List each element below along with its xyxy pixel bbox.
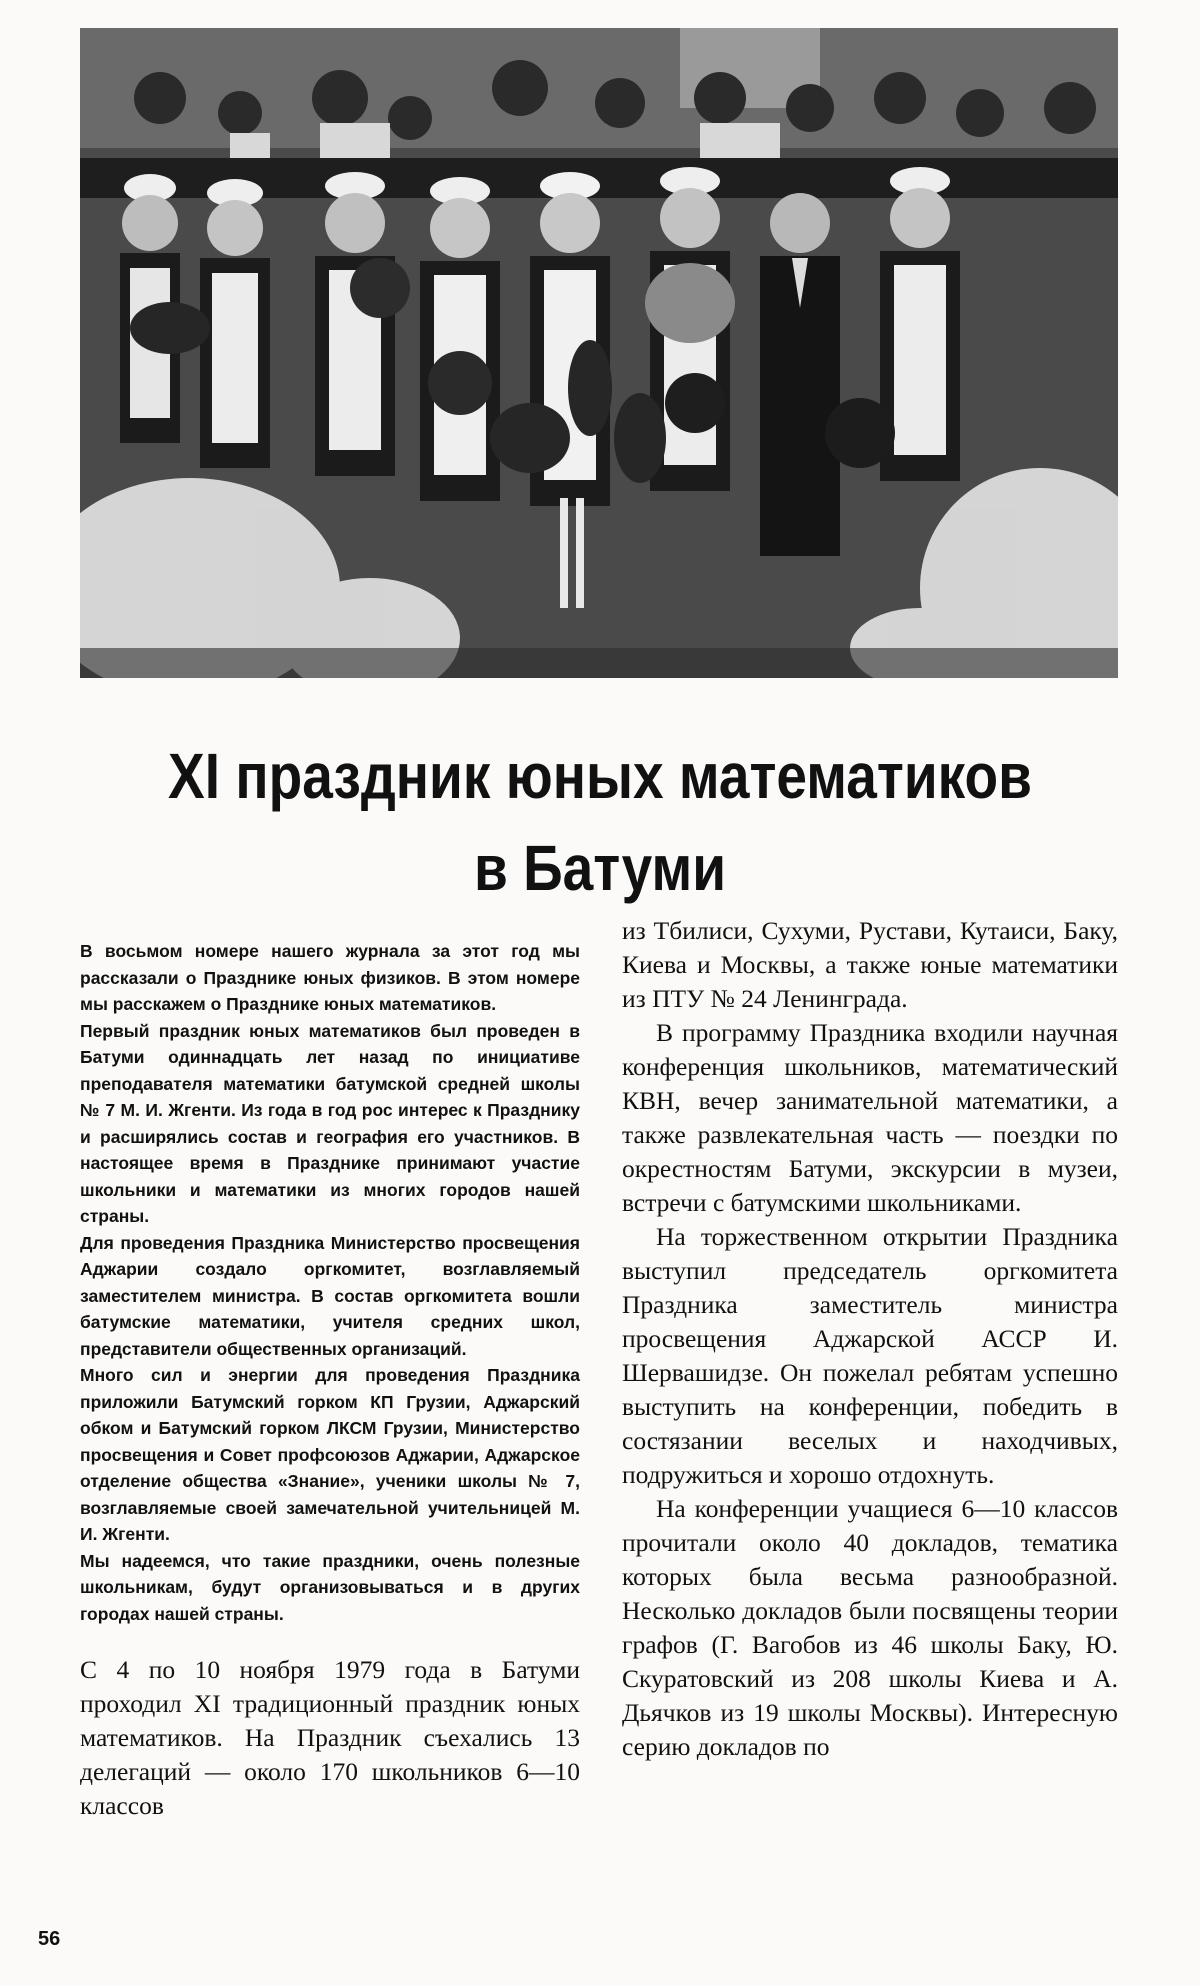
body-paragraph: В программу Праздника входили научная конференция школьников, математический КВН, вечер занимательной математики, а также развлекательная часть — поездки по окрестностям Батуми, экскурсии в музеи, встречи с батумскими школьниками.: [622, 1018, 1118, 1217]
article-photo: [80, 28, 1118, 678]
page-number: 56: [38, 1928, 61, 1950]
body-paragraph: На торжественном открытии Праздника выступил председатель оргкомитета Праздника заместитель министра просвещения Аджарской АССР И. Шервашидзе. Он пожелал ребятам успешно выступить на конференции, победить в состязании веселых и находчивых, подружиться и хорошо отдохнуть.: [622, 1222, 1118, 1489]
title-line-2: в Батуми: [473, 832, 727, 904]
right-column: [622, 914, 1118, 1764]
intro-paragraph: Мы надеемся, что такие праздники, очень полезные школьникам, будут организовываться и в других городах нашей страны.: [80, 1550, 580, 1624]
intro-paragraph: Для проведения Праздника Министерство просвещения Аджарии создало оргкомитет, возглавляемый заместителем министра. В состав оргкомитета вошли батумские математики, учителя средних школ, представители общественных организаций.: [80, 1232, 580, 1359]
body-paragraph: На конференции учащиеся 6—10 классов прочитали около 40 докладов, тематика которых была весьма разнообразной. Несколько докладов были посвящены теории графов (Г. Вагобов из 46 школы Баку, Ю. Скуратовский из 208 школы Киева и А. Дьячков из 19 школы Москвы). Интересную серию докладов по: [622, 1494, 1118, 1761]
intro-paragraph: Первый праздник юных математиков был проведен в Батуми одиннадцать лет назад по инициативе преподавателя математики батумской средней школы № 7 М. И. Жгенти. Из года в год рос интерес к Празднику и расширялись состав и география его участников. В настоящее время в Празднике принимают участие школьники и математики из многих городов нашей страны.: [80, 1020, 580, 1226]
intro-box: [80, 938, 580, 1627]
article-title: [136, 730, 1065, 914]
intro-paragraph: Много сил и энергии для проведения Праздника приложили Батумский горком КП Грузии, Аджарский обком и Батумский горком ЛКСМ Грузии, Министерство просвещения и Совет профсоюзов Аджарии, Аджарское отделение общества «Знание», ученики школы № 7, возглавляемые своей замечательной учительницей М. И. Жгенти.: [80, 1365, 580, 1544]
body-paragraph: С 4 по 10 ноября 1979 года в Батуми проходил XI традиционный праздник юных математиков. На Праздник съехались 13 делегаций — около 170 школьников 6—10 классов: [80, 1655, 580, 1820]
intro-paragraph: В восьмом номере нашего журнала за этот год мы рассказали о Празднике юных физиков. В этом номере мы расскажем о Празднике юных математиков.: [80, 941, 580, 1014]
body-text-left: [80, 1653, 580, 1823]
title-line-1: XI праздник юных математиков: [168, 740, 1032, 812]
body-paragraph: из Тбилиси, Сухуми, Рустави, Кутаиси, Баку, Киева и Москвы, а также юные математики из ПТУ № 24 Ленинграда.: [622, 916, 1118, 1013]
left-column: [80, 938, 580, 1823]
photo-illustration: [80, 28, 1118, 678]
